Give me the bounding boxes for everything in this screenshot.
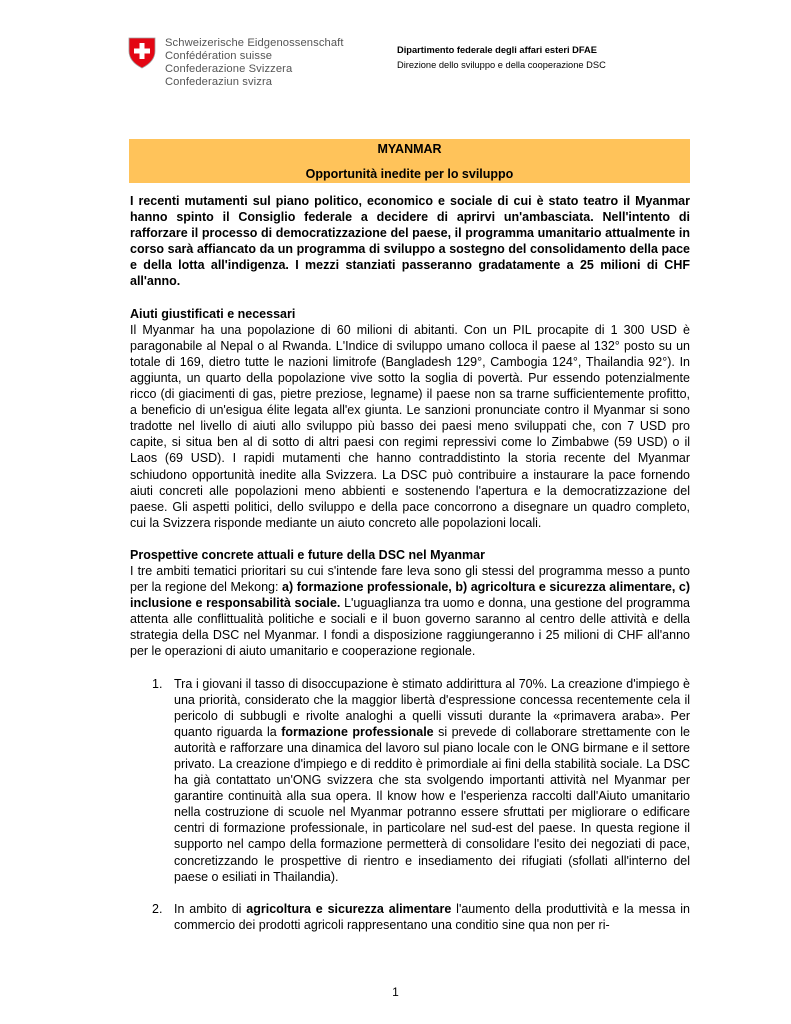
department-name: Dipartimento federale degli affari esteri DFAE <box>397 45 597 55</box>
section-body-aiuti: Il Myanmar ha una popolazione di 60 milioni di abitanti. Con un PIL procapite di 1 300 USD è paragonabile al Nepal o al Rwanda. L'Indice di sviluppo umano colloca il paese al 132° posto su un totale di 169, dietro tutte le nazioni limitrofe (Bangladesh 129°, Cambogia 124°, Thailandia 92°). In aggiunta, un quarto della popolazione vive sotto la soglia di povertà. Pur essendo potenzialmente ricco (di giacimenti di gas, pietre preziose, legname) il paese non sa trarne sufficientemente profitto, a beneficio di un'esigua élite legata all'ex giunta. Le sanzioni pronunciate contro il Myanmar si sono tradotte nel livello di aiuti allo sviluppo più basso dei paesi meno sviluppati che, con 7 USD pro capite, si situa ben al di sotto di altri paesi con regimi repressivi come lo Zimbabwe (59 USD) o il Laos (69 USD). I rapidi mutamenti che hanno contraddistinto la storia recente del Myanmar schiudono opportunità inedite alla Svizzera. La DSC può contribuire a instaurare la pace fornendo aiuti concreti alle popolazioni meno abbienti e sostenendo l'apertura e la democratizzazione del paese. Gli aspetti politici, dello sviluppo e della pace concorrono a disegnare un quadro completo, cui la Svizzera risponde mediante un aiuto concreto alle popolazioni locali. <box>130 322 690 530</box>
document-body <box>130 193 690 933</box>
text-run: l'aumento della produttività e la messa in commercio dei prodotti agricoli rappresentano una conditio sine qua non per ri- <box>174 901 691 932</box>
section-body-prospettive <box>130 563 690 660</box>
logo-line-4: Confederaziun svizra <box>165 76 273 88</box>
document-subtitle: Opportunità inedite per lo sviluppo <box>305 167 514 181</box>
title-box <box>129 139 690 183</box>
logo-line-1: Schweizerische Eidgenossenschaft <box>165 37 344 49</box>
logo-line-2: Confédération suisse <box>165 50 273 62</box>
bold-run: formazione professionale <box>281 724 434 739</box>
bold-run: agricoltura e sicurezza alimentare <box>246 901 452 916</box>
confederation-names <box>165 37 344 89</box>
numbered-list <box>130 676 690 933</box>
text-run: Tra i giovani il tasso di disoccupazione è stimato addirittura al 70%. La creazione d'impiego è una priorità, considerato che la maggior libertà d'espressione concessa recentemente cela il pericolo di subbugli e rivolte analoghi a quelli vissuti durante la «primavera araba». Per quanto riguarda la <box>174 676 690 739</box>
section-heading-prospettive: Prospettive concrete attuali e future della DSC nel Myanmar <box>130 547 485 562</box>
bold-run: a) formazione professionale, b) agricoltura e sicurezza alimentare, c) inclusione e responsabilità sociale. <box>130 580 690 611</box>
text-run: In ambito di <box>174 901 247 916</box>
text-run: I tre ambiti tematici prioritari su cui s'intende fare leva sono gli stessi del programma messo a punto per la regione del Mekong: <box>130 563 690 595</box>
department-header <box>397 44 606 72</box>
list-item <box>130 901 690 933</box>
directorate-name: Direzione dello sviluppo e della cooperazione DSC <box>397 60 606 70</box>
swiss-confederation-logo <box>128 37 358 91</box>
text-run: si prevede di collaborare strettamente con le autorità e rafforzare una dinamica del lavoro sul piano locale con le ONG birmane e il settore privato. La creazione d'impiego e di reddito è primordiale ai fini della stabilità sociale. La DSC ha già contattato un'ONG svizzera che sta svolgendo importanti attività nel Myanmar per garantire continuità alla sua opera. Il know how e l'esperienza raccolti dall'Aiuto umanitario nella costruzione di scuole nel Myanmar potranno essere sfruttati per migliorare o edificare centri di formazione professionale, in particolare nel sud-est del paese. In questa regione il supporto nel campo della formazione permetterà di consolidare l'esito dei negoziati di pace, concretizzando le prospettive di rientro e insediamento dei rifugiati (sfollati all'interno del paese o esiliati in Thailandia). <box>174 724 690 884</box>
lead-paragraph: I recenti mutamenti sul piano politico, economico e sociale di cui è stato teatro il Myanmar hanno spinto il Consiglio federale a decidere di aprirvi un'ambasciata. Nell'intento di rafforzare il processo di democratizzazione del paese, il programma umanitario attualmente in corso sarà affiancato da un programma di sviluppo a sostegno del consolidamento della pace e della lotta all'indigenza. I mezzi stanziati passeranno gradatamente a 25 milioni di CHF all'anno. <box>130 194 690 289</box>
section-heading-aiuti: Aiuti giustificati e necessari <box>130 306 296 321</box>
logo-line-3: Confederazione Svizzera <box>165 63 293 75</box>
list-item <box>130 676 690 885</box>
text-run: L'uguaglianza tra uomo e donna, una gestione del programma attenta alle conflittualità politiche e sociali e il buon governo saranno al centro delle attività e della strategia della DSC nel Myanmar. I fondi a disposizione raggiungeranno i 25 milioni di CHF all'anno per le operazioni di aiuto umanitario e cooperazione regionale. <box>130 596 690 659</box>
page-number: 1 <box>392 985 399 999</box>
document-title: MYANMAR <box>377 142 442 156</box>
list-number: 2. <box>152 901 163 916</box>
swiss-shield-icon <box>128 37 156 69</box>
list-number: 1. <box>152 676 163 691</box>
